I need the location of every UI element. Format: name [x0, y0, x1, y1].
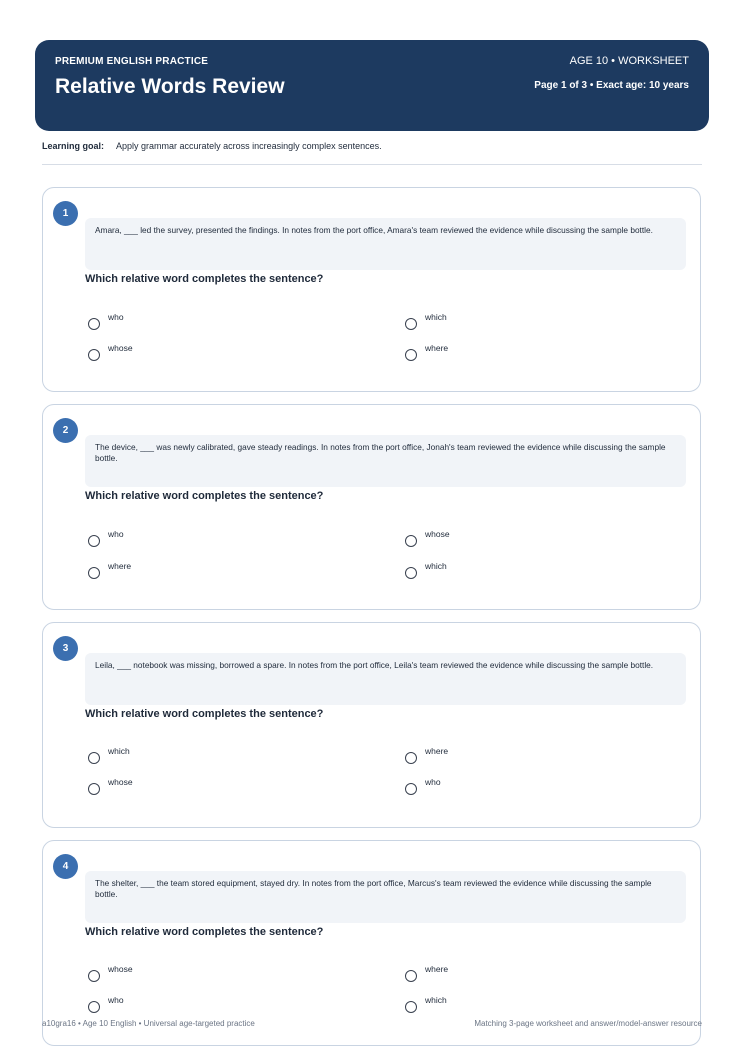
worksheet-header: [35, 40, 709, 131]
option-1d[interactable]: [405, 343, 448, 361]
option-label: which: [108, 746, 130, 756]
radio-button[interactable]: [88, 349, 100, 361]
header-age-label: AGE 10 • WORKSHEET: [569, 55, 689, 67]
option-3d[interactable]: [405, 777, 441, 795]
question-prompt: Which relative word completes the sentence?: [85, 926, 324, 938]
option-label: whose: [108, 964, 133, 974]
learning-goal-text: Apply grammar accurately across increasingly complex sentences.: [116, 141, 382, 151]
option-2c[interactable]: [88, 561, 131, 579]
option-label: which: [425, 995, 447, 1005]
option-label: which: [425, 561, 447, 571]
learning-goal-label: Learning goal:: [42, 141, 105, 151]
option-1c[interactable]: [88, 343, 133, 361]
option-4a[interactable]: [88, 964, 133, 982]
header-page-info: Page 1 of 3 • Exact age: 10 years: [534, 80, 689, 91]
radio-button[interactable]: [88, 318, 100, 330]
learning-goal: [42, 141, 382, 151]
radio-button[interactable]: [405, 535, 417, 547]
option-label: who: [425, 777, 441, 787]
divider: [42, 164, 702, 165]
option-label: who: [108, 529, 124, 539]
radio-button[interactable]: [88, 1001, 100, 1013]
question-card-2: [42, 404, 701, 610]
radio-button[interactable]: [88, 535, 100, 547]
option-2a[interactable]: [88, 529, 124, 547]
option-3c[interactable]: [88, 777, 133, 795]
option-label: where: [425, 746, 449, 756]
option-2d[interactable]: [405, 561, 447, 579]
option-4b[interactable]: [405, 964, 448, 982]
option-label: where: [108, 561, 132, 571]
option-label: where: [425, 343, 449, 353]
footer-right: Matching 3-page worksheet and answer/model-answer resource: [474, 1019, 702, 1028]
option-4c[interactable]: [88, 995, 124, 1013]
option-2b[interactable]: [405, 529, 450, 547]
question-prompt: Which relative word completes the sentence?: [85, 273, 324, 285]
question-prompt: Which relative word completes the sentence?: [85, 708, 324, 720]
question-stem: Amara, ___ led the survey, presented the findings. In notes from the port office, Amara's team reviewed the evidence while discussing the sample bottle.: [85, 218, 686, 270]
radio-button[interactable]: [405, 318, 417, 330]
radio-button[interactable]: [88, 970, 100, 982]
option-label: whose: [108, 777, 133, 787]
page-title: Relative Words Review: [55, 75, 285, 98]
question-card-3: [42, 622, 701, 828]
option-1a[interactable]: [88, 312, 124, 330]
radio-button[interactable]: [405, 970, 417, 982]
radio-button[interactable]: [405, 783, 417, 795]
option-3b[interactable]: [405, 746, 448, 764]
question-number-badge: 1: [53, 201, 78, 226]
footer-left: a10gra16 • Age 10 English • Universal age-targeted practice: [42, 1019, 255, 1028]
radio-button[interactable]: [405, 567, 417, 579]
radio-button[interactable]: [88, 752, 100, 764]
option-4d[interactable]: [405, 995, 447, 1013]
radio-button[interactable]: [88, 567, 100, 579]
option-label: who: [108, 995, 124, 1005]
radio-button[interactable]: [405, 349, 417, 361]
option-label: where: [425, 964, 449, 974]
question-card-1: [42, 187, 701, 392]
radio-button[interactable]: [405, 1001, 417, 1013]
question-number-badge: 3: [53, 636, 78, 661]
option-label: who: [108, 312, 124, 322]
question-stem: Leila, ___ notebook was missing, borrowed a spare. In notes from the port office, Leila's team reviewed the evidence while discussing the sample bottle.: [85, 653, 686, 705]
question-stem: The shelter, ___ the team stored equipment, stayed dry. In notes from the port office, Marcus's team reviewed the evidence while discussing the sample bottle.: [85, 871, 686, 923]
question-number-badge: 4: [53, 854, 78, 879]
radio-button[interactable]: [88, 783, 100, 795]
question-prompt: Which relative word completes the sentence?: [85, 490, 324, 502]
option-label: whose: [108, 343, 133, 353]
question-card-4: [42, 840, 701, 1046]
option-3a[interactable]: [88, 746, 130, 764]
question-stem: The device, ___ was newly calibrated, gave steady readings. In notes from the port office, Jonah's team reviewed the evidence while discussing the sample bottle.: [85, 435, 686, 487]
question-number-badge: 2: [53, 418, 78, 443]
header-eyebrow: PREMIUM ENGLISH PRACTICE: [55, 56, 209, 67]
option-1b[interactable]: [405, 312, 447, 330]
option-label: whose: [425, 529, 450, 539]
radio-button[interactable]: [405, 752, 417, 764]
option-label: which: [425, 312, 447, 322]
